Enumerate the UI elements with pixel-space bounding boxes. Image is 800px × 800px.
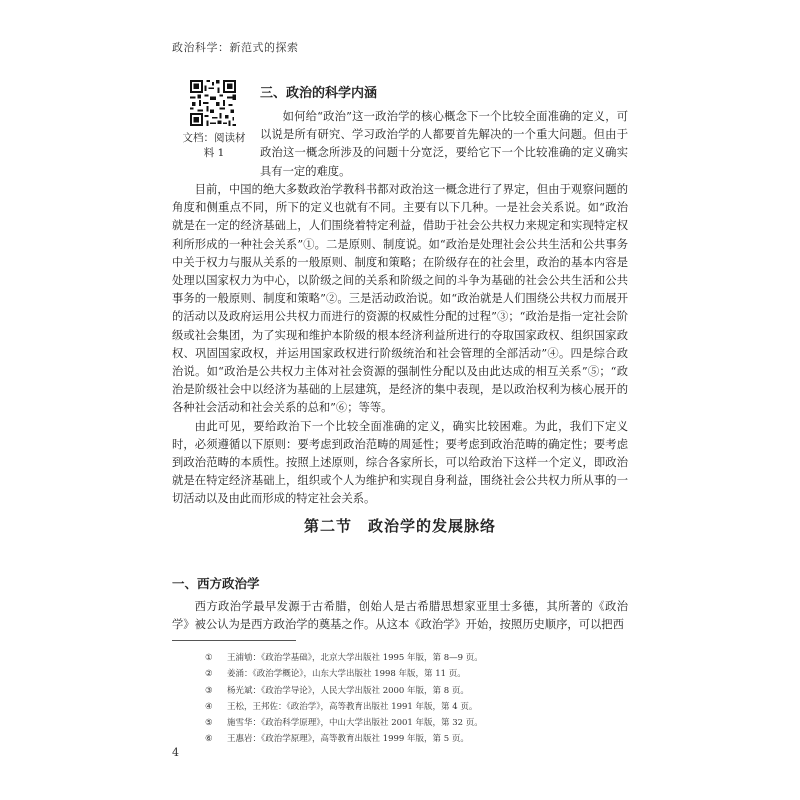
footnote-item [205,683,625,699]
footnote-item [205,699,625,715]
footnote-text: 杨光斌：《政治学导论》，人民大学出版社 2000 年版，第 8 页。 [227,685,469,696]
footnote-text: 王惠岩：《政治学原理》，高等教育出版社 1999 年版，第 5 页。 [227,734,469,745]
section-heading-political-science: 三、政治的科学内涵 [260,86,378,101]
footnote-text: 王浦劬：《政治学基础》，北京大学出版社 1995 年版，第 8—9 页。 [227,653,483,663]
intro-paragraph-container [260,108,628,181]
footnote-item [205,650,625,666]
western-text [172,598,628,634]
footnote-text: 姜涌：《政治学概论》，山东大学出版社 1998 年版，第 11 页。 [227,669,466,680]
paragraph-definitions: 目前，中国的绝大多数政治学教科书都对政治这一概念进行了界定，但由于观察问题的角度和侧重点不同，所下的定义也就有不同。主要有以下几种。一是社会关系说。如“政治就是在一定的经济基础上，人们围绕着特定利益，借助于社会公共权力来规定和实现特定权利所形成的一种社会关系”①。二是原则、制度说。如“政治是处理社会公共生活和公共事务中关于权力与服从关系的一般原则、制度和策略；在阶级存在的社会里，政治的基本内容是处理以国家权力为中心，以阶级之间的关系和阶级之间的斗争为基础的社会公共生活和公共事务的一般原则、制度和策略”②。三是活动政治说。如“政治就是人们围绕公共权力而展开的活动以及政府运用公共权力而进行的资源的权威性分配的过程”③；“政治是指一定社会阶级或社会集团，为了实现和维护本阶级的根本经济利益所进行的夺取国家政权、组织国家政权、巩固国家政权，并运用国家政权进行阶级统治和社会管理的全部活动”④。四是综合政治说。如“政治是公共权力主体对社会资源的强制性分配以及由此达成的相互关系”⑤；“政治是阶级社会中以经济为基础的上层建筑，是经济的集中表现，是以政治权利为核心展开的各种社会活动和社会关系的总和”⑥；等等。 [172,183,628,415]
running-header: 政治科学：新范式的探索 [172,41,299,54]
footnote-number: ⑥ [205,734,213,745]
qr-code-icon[interactable] [190,80,236,126]
footnote-item [205,666,625,682]
footnote-number: ① [205,653,213,663]
main-text [172,181,628,509]
footnote-number: ② [205,669,213,680]
footnote-number: ③ [205,685,213,696]
footnote-item [205,731,625,747]
footnote-item [205,715,625,731]
footnotes [205,650,625,748]
footnote-divider [172,640,296,641]
footnote-number: ④ [205,701,213,712]
page-number: 4 [172,746,179,759]
paragraph-definition-problem: 如何给“政治”这一政治学的核心概念下一个比较全面准确的定义，可以说是所有研究、学习政治学的人都要首先解决的一个重大问题。但由于政治这一概念所涉及的问题十分宽泛，要给它下一个比较准确的定义确实具有一定的难度。 [260,110,628,178]
qr-caption: 文档：阅读材料 1 [182,132,246,159]
footnote-text: 施雪华：《政治科学原理》，中山大学出版社 2001 年版，第 32 页。 [227,718,483,729]
footnote-number: ⑤ [205,718,213,729]
footnote-text: 王松，王邦佐：《政治学》，高等教育出版社 1991 年版，第 4 页。 [227,701,478,712]
paragraph-western-politics: 西方政治学最早发源于古希腊，创始人是古希腊思想家亚里士多德，其所著的《政治学》被公认为是西方政治学的奠基之作。从这本《政治学》开始，按照历史顺序，可以把西 [172,600,628,632]
section-title: 第二节 政治学的发展脉络 [303,517,496,535]
paragraph-conclusion: 由此可见，要给政治下一个比较全面准确的定义，确实比较困难。为此，我们下定义时，必须遵循以下原则：要考虑到政治范畴的周延性；要考虑到政治范畴的确定性；要考虑到政治范畴的本质性。按照上述原则，综合各家所长，可以给政治下这样一个定义，即政治就是在特定经济基础上，组织或个人为维护和实现自身利益，围绕社会公共权力所从事的一切活动以及由此而形成的特定社会关系。 [172,419,628,506]
subsection-heading-western: 一、西方政治学 [172,576,260,591]
